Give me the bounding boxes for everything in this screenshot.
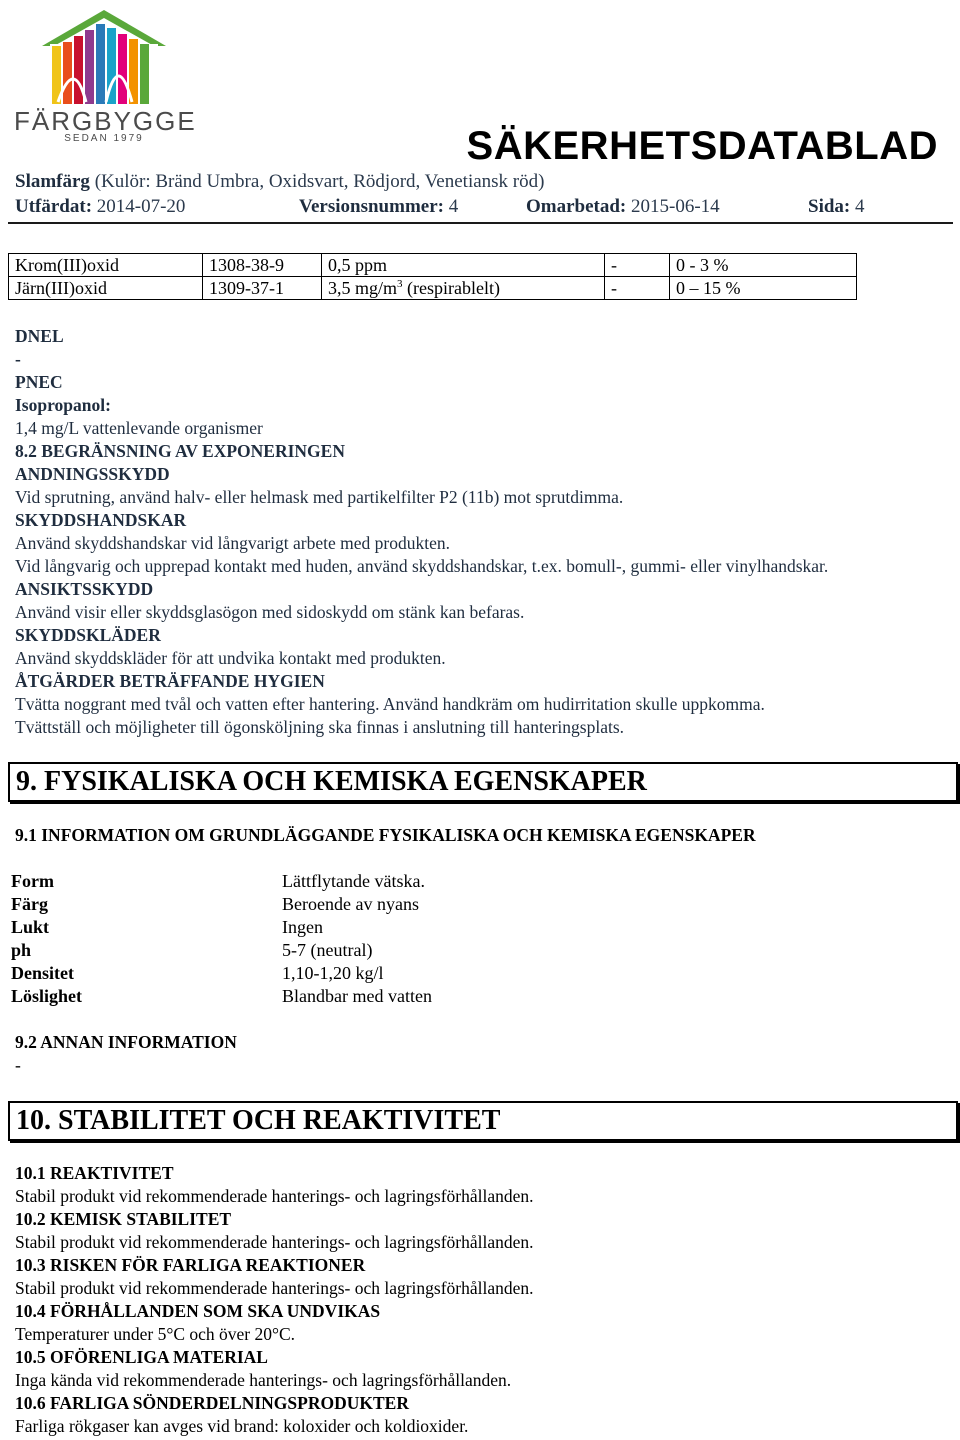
property-label: Lukt: [11, 917, 50, 937]
subsection-text: Farliga rökgaser kan avges vid brand: koloxider och koldioxider.: [15, 1416, 469, 1436]
property-value: Ingen: [282, 917, 323, 937]
subsection-text: Inga kända vid rekommenderade hanterings- och lagringsförhållanden.: [15, 1370, 512, 1390]
issued-date: Utfärdat: 2014-07-20: [15, 196, 186, 217]
section-10-header: [8, 1101, 958, 1141]
hygiene-text: Tvätta noggrant med tvål och vatten efter hantering. Använd handkräm om hudirritation skulle uppkomma.: [15, 694, 765, 714]
revised-date: Omarbetad: 2015-06-14: [526, 196, 720, 217]
house-stripes-icon: [14, 6, 194, 110]
exposure-limits-table: [8, 253, 857, 300]
breathing-protection-heading: ANDNINGSSKYDD: [15, 464, 170, 484]
limit-cell: 3,5 $mg/m^3$ (respirablelt): [322, 277, 605, 300]
property-label: Färg: [11, 894, 48, 914]
subsection-heading: 10.6 FARLIGA SÖNDERDELNINGSPRODUKTER: [15, 1393, 409, 1413]
product-detail: (Kulör: Bränd Umbra, Oxidsvart, Rödjord, Venetiansk röd): [89, 171, 545, 192]
face-protection-heading: ANSIKTSSKYDD: [15, 579, 154, 599]
subsection-text: Temperaturer under 5°C och över 20°C.: [15, 1324, 296, 1344]
heading-9-2: 9.2 ANNAN INFORMATION: [15, 1032, 237, 1052]
section-9-title: 9. FYSIKALISKA OCH KEMISKA EGENSKAPER: [16, 766, 647, 797]
gloves-text-2: Vid långvarig och upprepad kontakt med huden, använd skyddshandskar, t.ex. bomull-, gummi- eller vinylhandskar.: [15, 556, 829, 576]
other-info-value: -: [15, 1055, 21, 1075]
gloves-heading: SKYDDSHANDSKAR: [15, 510, 187, 530]
range-cell: 0 - 3 %: [670, 254, 857, 277]
subsection-heading: 10.1 REAKTIVITET: [15, 1163, 174, 1183]
breathing-protection-text: Vid sprutning, använd halv- eller helmask med partikelfilter P2 (11b) mot sprutdimma.: [15, 487, 624, 507]
property-label: Form: [11, 871, 54, 891]
subsection-heading: 10.3 RISKEN FÖR FARLIGA REAKTIONER: [15, 1255, 366, 1275]
version-number: Versionsnummer: 4: [299, 196, 459, 217]
face-protection-text: Använd visir eller skyddsglasögon med sidoskydd om stänk kan befaras.: [15, 602, 525, 622]
range-cell: 0 – 15 %: [670, 277, 857, 300]
cas-cell: 1308-38-9: [203, 254, 322, 277]
property-value: Beroende av nyans: [282, 894, 419, 914]
gloves-text: Använd skyddshandskar vid långvarigt arbete med produkten.: [15, 533, 450, 553]
clothing-heading: SKYDDSKLÄDER: [15, 625, 161, 645]
subsection-heading: 10.4 FÖRHÅLLANDEN SOM SKA UNDVIKAS: [15, 1301, 381, 1321]
logo-tagline: SEDAN 1979: [64, 133, 144, 144]
heading-9-1: 9.1 INFORMATION OM GRUNDLÄGGANDE FYSIKALISKA OCH KEMISKA EGENSKAPER: [15, 825, 756, 845]
dnel-heading: DNEL: [15, 326, 64, 346]
property-label: Densitet: [11, 963, 74, 983]
property-value: Lättflytande vätska.: [282, 871, 425, 891]
dnel-value: -: [15, 349, 21, 369]
heading-8-2: 8.2 BEGRÄNSNING AV EXPONERINGEN: [15, 441, 345, 461]
subsection-heading: 10.2 KEMISK STABILITET: [15, 1209, 232, 1229]
table-row: [9, 254, 857, 277]
hygiene-text-2: Tvättställ och möjligheter till ögonsköljning ska finnas i anslutning till hanteringsplats.: [15, 717, 625, 737]
header-divider: [8, 222, 953, 224]
property-value: Blandbar med vatten: [282, 986, 432, 1006]
substance-cell: Järn(III)oxid: [9, 277, 203, 300]
subsection-heading: 10.5 OFÖRENLIGA MATERIAL: [15, 1347, 268, 1367]
section-9-header: [8, 762, 958, 802]
product-name: Slamfärg: [15, 171, 90, 192]
pnec-substance: Isopropanol:: [15, 395, 111, 415]
property-value: 5-7 (neutral): [282, 940, 373, 960]
property-value: 1,10-1,20 kg/l: [282, 963, 384, 983]
product-line: [15, 171, 544, 193]
table-row: [9, 277, 857, 300]
pnec-heading: PNEC: [15, 372, 63, 392]
value-cell: -: [605, 254, 670, 277]
document-title: SÄKERHETSDATABLAD: [466, 124, 938, 168]
section-10-title: 10. STABILITET OCH REAKTIVITET: [16, 1105, 501, 1136]
subsection-text: Stabil produkt vid rekommenderade hanterings- och lagringsförhållanden.: [15, 1186, 534, 1206]
property-label: Löslighet: [11, 986, 83, 1006]
property-label: ph: [11, 940, 32, 960]
limit-cell: 0,5 ppm: [322, 254, 605, 277]
logo-wordmark: FÄRGBYGGE: [14, 106, 197, 136]
hygiene-heading: ÅTGÄRDER BETRÄFFANDE HYGIEN: [15, 671, 325, 691]
subsection-text: Stabil produkt vid rekommenderade hanterings- och lagringsförhållanden.: [15, 1232, 534, 1252]
value-cell: -: [605, 277, 670, 300]
page-number: Sida: 4: [808, 196, 865, 217]
subsection-text: Stabil produkt vid rekommenderade hanterings- och lagringsförhållanden.: [15, 1278, 534, 1298]
cas-cell: 1309-37-1: [203, 277, 322, 300]
pnec-value: 1,4 mg/L vattenlevande organismer: [15, 418, 263, 438]
substance-cell: Krom(III)oxid: [9, 254, 203, 277]
clothing-text: Använd skyddskläder för att undvika kontakt med produkten.: [15, 648, 446, 668]
